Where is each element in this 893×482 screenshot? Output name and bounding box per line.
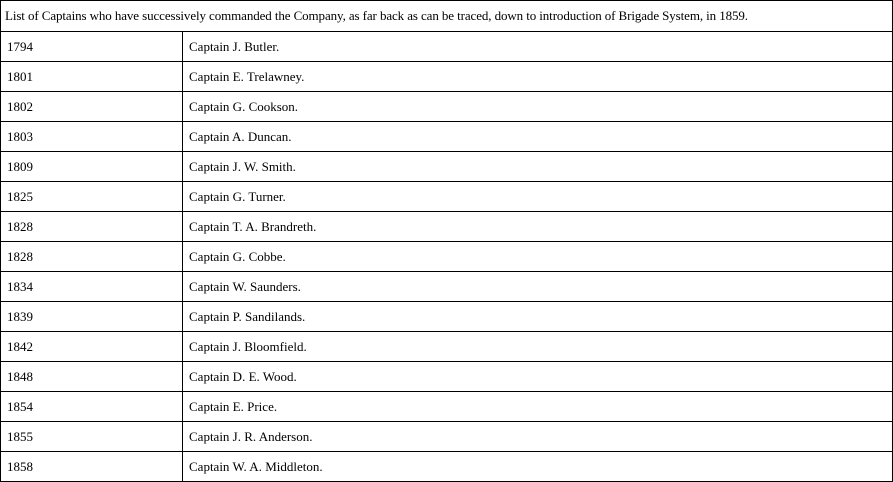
table-row [1, 242, 893, 272]
captain-name-cell: Captain G. Cobbe. [183, 242, 893, 272]
year-cell: 1801 [1, 62, 183, 92]
table-row [1, 332, 893, 362]
table-row [1, 122, 893, 152]
captain-name-cell: Captain J. W. Smith. [183, 152, 893, 182]
year-cell: 1834 [1, 272, 183, 302]
table-row [1, 302, 893, 332]
captain-name-cell: Captain G. Turner. [183, 182, 893, 212]
year-cell: 1855 [1, 422, 183, 452]
year-cell: 1794 [1, 32, 183, 62]
captain-name-cell: Captain J. Bloomfield. [183, 332, 893, 362]
table-row [1, 152, 893, 182]
year-cell: 1825 [1, 182, 183, 212]
table-row [1, 212, 893, 242]
year-cell: 1848 [1, 362, 183, 392]
table-row [1, 392, 893, 422]
year-cell: 1839 [1, 302, 183, 332]
year-cell: 1802 [1, 92, 183, 122]
table-row [1, 32, 893, 62]
table-caption: List of Captains who have successively commanded the Company, as far back as can be traced, down to introduction of Brigade System, in 1859. [1, 1, 893, 32]
captain-name-cell: Captain E. Trelawney. [183, 62, 893, 92]
year-cell: 1803 [1, 122, 183, 152]
captain-name-cell: Captain D. E. Wood. [183, 362, 893, 392]
captain-name-cell: Captain J. R. Anderson. [183, 422, 893, 452]
captain-name-cell: Captain J. Butler. [183, 32, 893, 62]
year-cell: 1828 [1, 242, 183, 272]
table-row [1, 422, 893, 452]
table-row [1, 452, 893, 482]
table-row [1, 272, 893, 302]
captain-name-cell: Captain E. Price. [183, 392, 893, 422]
year-cell: 1842 [1, 332, 183, 362]
captain-name-cell: Captain W. Saunders. [183, 272, 893, 302]
year-cell: 1828 [1, 212, 183, 242]
captain-name-cell: Captain T. A. Brandreth. [183, 212, 893, 242]
year-cell: 1854 [1, 392, 183, 422]
table-row [1, 182, 893, 212]
captain-name-cell: Captain A. Duncan. [183, 122, 893, 152]
table-caption-row [1, 1, 893, 32]
captain-name-cell: Captain G. Cookson. [183, 92, 893, 122]
table-row [1, 62, 893, 92]
table-row [1, 362, 893, 392]
captain-name-cell: Captain W. A. Middleton. [183, 452, 893, 482]
captain-name-cell: Captain P. Sandilands. [183, 302, 893, 332]
table-row [1, 92, 893, 122]
year-cell: 1809 [1, 152, 183, 182]
year-cell: 1858 [1, 452, 183, 482]
